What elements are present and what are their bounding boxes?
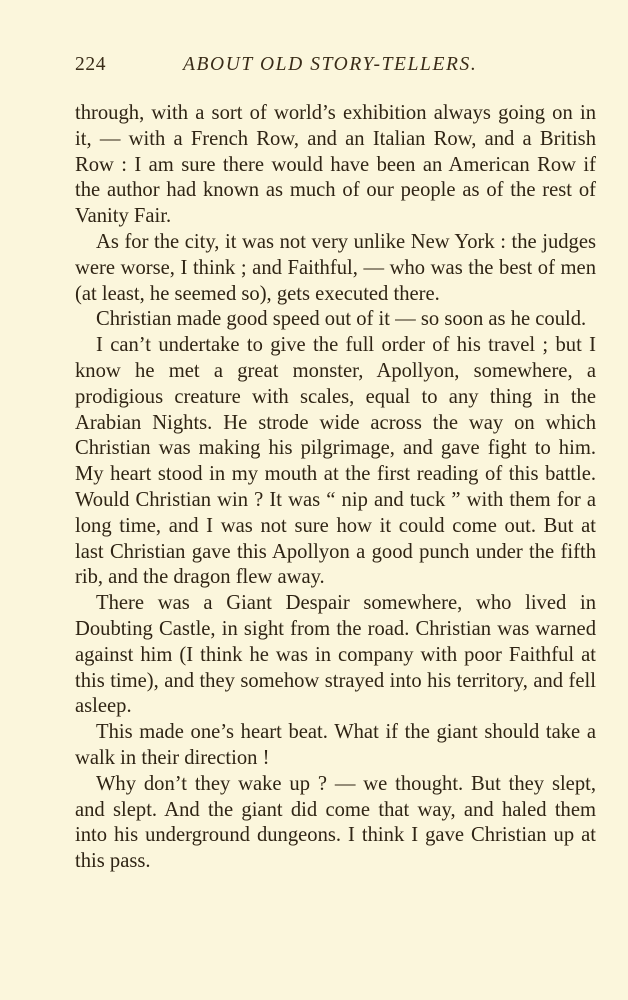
book-page [75, 54, 596, 875]
page-number: 224 [75, 54, 107, 75]
running-header [75, 54, 596, 84]
paragraph: Christian made good speed out of it — so soon as he could. [96, 308, 587, 331]
paragraph-continued: through, with a sort of world’s exhibition always going on in it, — with a French Row, and an Italian Row, and a British Row : I am sure there would have been an American Row if the author had known as much of our people as of the rest of Vanity Fair. [75, 102, 596, 228]
running-title: ABOUT OLD STORY-TELLERS. [183, 54, 478, 75]
paragraph: There was a Giant Despair somewhere, who lived in Doubting Castle, in sight from the road. Christian was warned against him (I think he was in company with poor Faithful at this time), and they somehow strayed into his territory, and fell asleep. [75, 592, 596, 718]
paragraph: This made one’s heart beat. What if the giant should take a walk in their direction ! [75, 721, 596, 769]
paragraph: As for the city, it was not very unlike New York : the judges were worse, I think ; and Faithful, — who was the best of men (at least, he seemed so), gets executed there. [75, 230, 596, 305]
body-text [75, 101, 596, 875]
paragraph: I can’t undertake to give the full order of his travel ; but I know he met a great monster, Apollyon, somewhere, a prodigious creature with scales, equal to any thing in the Arabian Nights. He strode wide across the way on which Christian was making his pilgrimage, and gave fight to him. My heart stood in my mouth at the first reading of this battle. Would Christian win ? It was “ nip and tuck ” with them for a long time, and I was not sure how it could come out. But at last Christian gave this Apollyon a good punch under the fifth rib, and the dragon flew away. [75, 334, 596, 589]
paragraph: Why don’t they wake up ? — we thought. But they slept, and slept. And the giant did come that way, and haled them into his underground dungeons. I think I gave Christian up at this pass. [75, 772, 596, 873]
